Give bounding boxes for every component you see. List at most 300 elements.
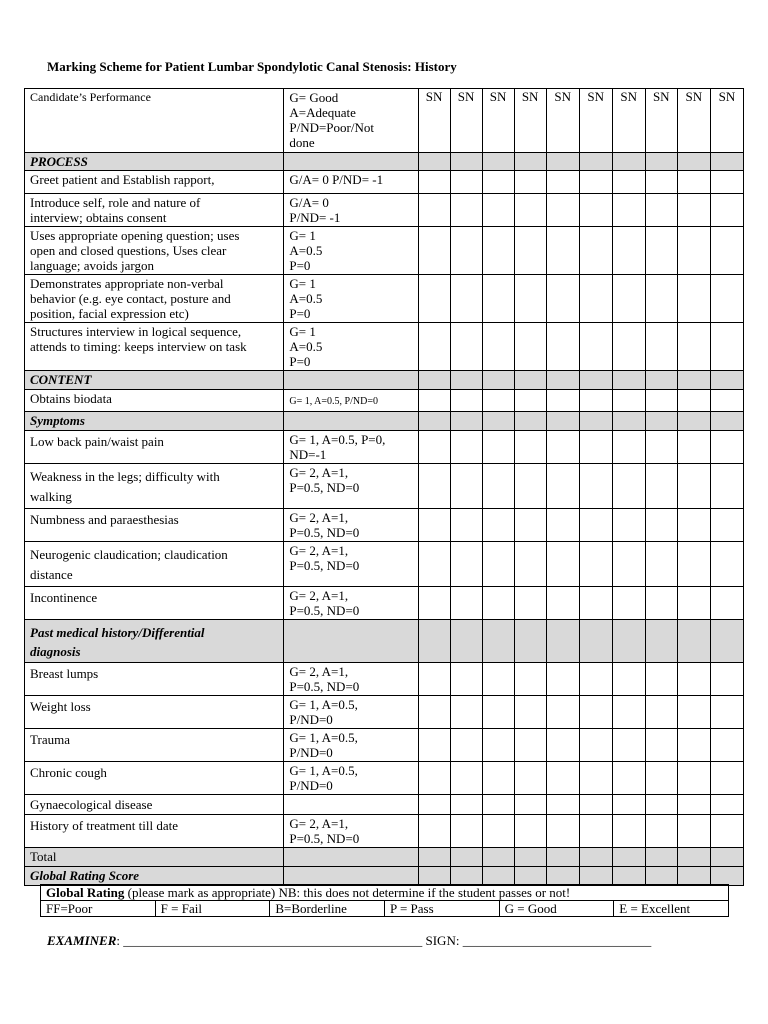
sn-score-cell[interactable] bbox=[645, 464, 677, 509]
score-line: G= 1 bbox=[289, 228, 316, 243]
sn-score-cell[interactable] bbox=[579, 431, 612, 464]
sn-score-cell[interactable] bbox=[612, 275, 645, 323]
criterion-label bbox=[25, 171, 284, 194]
sn-score-cell[interactable] bbox=[612, 795, 645, 815]
sn-score-cell[interactable] bbox=[645, 509, 677, 542]
sn-score-cell[interactable] bbox=[612, 390, 645, 412]
sn-score-cell[interactable] bbox=[645, 762, 677, 795]
rating-option[interactable]: F = Fail bbox=[155, 901, 270, 917]
sn-score-cell[interactable] bbox=[546, 275, 579, 323]
sn-score-cell[interactable] bbox=[579, 587, 612, 620]
sn-score-cell[interactable] bbox=[482, 815, 514, 848]
scoring-key-line: G= Good bbox=[289, 90, 339, 105]
score-key bbox=[284, 509, 418, 542]
sn-score-cell[interactable] bbox=[450, 663, 482, 696]
sn-score-cell bbox=[677, 153, 710, 171]
rating-option[interactable]: B=Borderline bbox=[270, 901, 385, 917]
section-row bbox=[25, 867, 744, 886]
score-line: A=0.5 bbox=[289, 291, 323, 306]
sn-score-cell[interactable] bbox=[450, 696, 482, 729]
page-title: Marking Scheme for Patient Lumbar Spondylotic Canal Stenosis: History bbox=[47, 59, 457, 74]
sn-score-cell[interactable] bbox=[418, 696, 450, 729]
sn-score-cell[interactable] bbox=[579, 323, 612, 371]
sn-score-cell[interactable] bbox=[677, 464, 710, 509]
label-line: distance bbox=[30, 567, 73, 582]
sn-score-cell bbox=[612, 867, 645, 886]
label-line: Incontinence bbox=[30, 590, 98, 605]
score-key bbox=[284, 412, 418, 431]
sn-score-cell[interactable] bbox=[450, 587, 482, 620]
sn-score-cell bbox=[450, 153, 482, 171]
sn-score-cell[interactable] bbox=[710, 171, 743, 194]
sn-score-cell[interactable] bbox=[710, 275, 743, 323]
label-line: Global Rating Score bbox=[30, 868, 140, 883]
criterion-row bbox=[25, 696, 744, 729]
sn-score-cell bbox=[546, 153, 579, 171]
score-line: P=0.5, ND=0 bbox=[289, 831, 360, 846]
sn-score-cell[interactable] bbox=[450, 227, 482, 275]
sn-score-cell[interactable] bbox=[482, 696, 514, 729]
sn-score-cell bbox=[677, 620, 710, 663]
sn-header: SN bbox=[710, 89, 743, 153]
score-key bbox=[284, 542, 418, 587]
sn-score-cell bbox=[418, 371, 450, 390]
sn-score-cell[interactable] bbox=[450, 464, 482, 509]
sn-score-cell[interactable] bbox=[677, 795, 710, 815]
label-line: Structures interview in logical sequence, bbox=[30, 324, 242, 339]
sn-score-cell[interactable] bbox=[546, 696, 579, 729]
sn-score-cell[interactable] bbox=[546, 509, 579, 542]
sn-score-cell[interactable] bbox=[418, 390, 450, 412]
sn-score-cell[interactable] bbox=[514, 815, 546, 848]
rating-option[interactable]: P = Pass bbox=[384, 901, 499, 917]
sn-score-cell[interactable] bbox=[677, 171, 710, 194]
sn-score-cell[interactable] bbox=[514, 509, 546, 542]
sn-score-cell[interactable] bbox=[418, 464, 450, 509]
score-line: P=0.5, ND=0 bbox=[289, 679, 360, 694]
label-line: interview; obtains consent bbox=[30, 210, 167, 225]
sn-score-cell[interactable] bbox=[546, 762, 579, 795]
score-key bbox=[284, 153, 418, 171]
sn-score-cell[interactable] bbox=[482, 431, 514, 464]
sn-score-cell[interactable] bbox=[645, 542, 677, 587]
sn-score-cell bbox=[450, 620, 482, 663]
sn-score-cell[interactable] bbox=[579, 663, 612, 696]
sn-score-cell[interactable] bbox=[546, 194, 579, 227]
score-line: G= 1, A=0.5, P=0, bbox=[289, 432, 386, 447]
sn-score-cell[interactable] bbox=[710, 542, 743, 587]
sn-score-cell[interactable] bbox=[579, 194, 612, 227]
label-line: language; avoids jargon bbox=[30, 258, 154, 273]
sn-score-cell[interactable] bbox=[612, 323, 645, 371]
score-key bbox=[284, 171, 418, 194]
sn-score-cell[interactable] bbox=[579, 390, 612, 412]
sn-score-cell[interactable] bbox=[450, 390, 482, 412]
sn-score-cell[interactable] bbox=[645, 848, 677, 867]
sn-score-cell bbox=[710, 371, 743, 390]
sn-score-cell[interactable] bbox=[418, 509, 450, 542]
score-line: P=0.5, ND=0 bbox=[289, 603, 360, 618]
sn-score-cell[interactable] bbox=[710, 795, 743, 815]
sn-score-cell[interactable] bbox=[677, 729, 710, 762]
sn-score-cell[interactable] bbox=[482, 848, 514, 867]
sn-score-cell[interactable] bbox=[710, 762, 743, 795]
score-line: P/ND=0 bbox=[289, 745, 333, 760]
sn-score-cell[interactable] bbox=[418, 431, 450, 464]
sn-score-cell[interactable] bbox=[546, 848, 579, 867]
score-line: P=0 bbox=[289, 354, 311, 369]
sn-score-cell[interactable] bbox=[579, 542, 612, 587]
sn-score-cell[interactable] bbox=[579, 171, 612, 194]
sn-score-cell[interactable] bbox=[645, 431, 677, 464]
sn-score-cell[interactable] bbox=[546, 729, 579, 762]
sn-score-cell[interactable] bbox=[579, 815, 612, 848]
sn-score-cell[interactable] bbox=[710, 431, 743, 464]
sn-score-cell[interactable] bbox=[579, 696, 612, 729]
sn-header: SN bbox=[645, 89, 677, 153]
score-key bbox=[284, 696, 418, 729]
sn-score-cell[interactable] bbox=[514, 227, 546, 275]
sn-score-cell[interactable] bbox=[612, 171, 645, 194]
sn-score-cell[interactable] bbox=[546, 171, 579, 194]
sn-score-cell[interactable] bbox=[482, 227, 514, 275]
sn-score-cell[interactable] bbox=[546, 464, 579, 509]
sn-score-cell[interactable] bbox=[450, 275, 482, 323]
sn-score-cell[interactable] bbox=[450, 542, 482, 587]
sn-score-cell[interactable] bbox=[514, 795, 546, 815]
criterion-row bbox=[25, 762, 744, 795]
sn-score-cell[interactable] bbox=[450, 795, 482, 815]
criterion-row bbox=[25, 663, 744, 696]
sn-score-cell[interactable] bbox=[546, 227, 579, 275]
label-line: Demonstrates appropriate non-verbal bbox=[30, 276, 224, 291]
score-line: A=0.5 bbox=[289, 243, 323, 258]
sn-score-cell[interactable] bbox=[710, 464, 743, 509]
sn-header: SN bbox=[450, 89, 482, 153]
score-line: P=0.5, ND=0 bbox=[289, 558, 360, 573]
sn-score-cell[interactable] bbox=[645, 795, 677, 815]
criterion-label bbox=[25, 848, 284, 867]
sn-score-cell[interactable] bbox=[418, 795, 450, 815]
header-performance: Candidate’s Performance bbox=[25, 89, 284, 153]
score-key bbox=[284, 275, 418, 323]
sn-score-cell[interactable] bbox=[482, 509, 514, 542]
score-key bbox=[284, 464, 418, 509]
label-line: Chronic cough bbox=[30, 765, 107, 780]
sn-score-cell[interactable] bbox=[546, 431, 579, 464]
score-line: G= 1 bbox=[289, 276, 316, 291]
sn-score-cell[interactable] bbox=[612, 696, 645, 729]
label-line: Introduce self, role and nature of bbox=[30, 195, 201, 210]
score-key bbox=[284, 663, 418, 696]
sn-score-cell bbox=[418, 867, 450, 886]
sn-score-cell[interactable] bbox=[418, 542, 450, 587]
criterion-label bbox=[25, 194, 284, 227]
label-line: Neurogenic claudication; claudication bbox=[30, 547, 228, 562]
sn-score-cell[interactable] bbox=[579, 795, 612, 815]
sn-score-cell[interactable] bbox=[418, 275, 450, 323]
sn-score-cell[interactable] bbox=[645, 663, 677, 696]
label-line: Weight loss bbox=[30, 699, 91, 714]
sn-score-cell[interactable] bbox=[645, 729, 677, 762]
sn-score-cell[interactable] bbox=[645, 696, 677, 729]
sn-score-cell[interactable] bbox=[677, 275, 710, 323]
criterion-label bbox=[25, 663, 284, 696]
sn-score-cell[interactable] bbox=[418, 729, 450, 762]
sn-score-cell[interactable] bbox=[645, 390, 677, 412]
sn-score-cell bbox=[645, 412, 677, 431]
label-line: Low back pain/waist pain bbox=[30, 434, 164, 449]
sn-score-cell[interactable] bbox=[579, 762, 612, 795]
sn-score-cell[interactable] bbox=[710, 815, 743, 848]
label-line: Past medical history/Differential bbox=[30, 625, 205, 640]
sn-score-cell[interactable] bbox=[612, 663, 645, 696]
sn-score-cell[interactable] bbox=[710, 663, 743, 696]
sn-score-cell[interactable] bbox=[482, 171, 514, 194]
label-line: Gynaecological disease bbox=[30, 797, 153, 812]
sn-score-cell[interactable] bbox=[514, 194, 546, 227]
sn-score-cell bbox=[579, 620, 612, 663]
sn-score-cell[interactable] bbox=[645, 171, 677, 194]
sn-score-cell bbox=[677, 412, 710, 431]
sn-score-cell[interactable] bbox=[710, 848, 743, 867]
sn-score-cell[interactable] bbox=[418, 663, 450, 696]
sn-score-cell[interactable] bbox=[482, 795, 514, 815]
sn-score-cell[interactable] bbox=[677, 696, 710, 729]
sn-score-cell[interactable] bbox=[482, 194, 514, 227]
sn-score-cell[interactable] bbox=[482, 464, 514, 509]
sn-score-cell[interactable] bbox=[579, 227, 612, 275]
sn-score-cell bbox=[546, 620, 579, 663]
rating-option[interactable]: G = Good bbox=[499, 901, 614, 917]
sn-score-cell[interactable] bbox=[514, 390, 546, 412]
sn-score-cell[interactable] bbox=[612, 815, 645, 848]
header-row bbox=[25, 89, 744, 153]
section-row bbox=[25, 620, 744, 663]
criterion-label bbox=[25, 323, 284, 371]
criterion-label bbox=[25, 815, 284, 848]
sn-score-cell bbox=[482, 153, 514, 171]
sn-score-cell[interactable] bbox=[677, 194, 710, 227]
sn-score-cell[interactable] bbox=[710, 696, 743, 729]
sn-score-cell[interactable] bbox=[579, 275, 612, 323]
sn-score-cell[interactable] bbox=[450, 762, 482, 795]
sn-score-cell[interactable] bbox=[482, 762, 514, 795]
sn-score-cell[interactable] bbox=[677, 848, 710, 867]
sn-score-cell[interactable] bbox=[677, 663, 710, 696]
sn-score-cell[interactable] bbox=[514, 762, 546, 795]
sn-score-cell[interactable] bbox=[677, 587, 710, 620]
sn-score-cell[interactable] bbox=[645, 323, 677, 371]
sn-score-cell bbox=[450, 867, 482, 886]
sn-score-cell[interactable] bbox=[546, 795, 579, 815]
global-rating-note: (please mark as appropriate) NB: this does not determine if the student passes or not! bbox=[124, 885, 571, 900]
score-line: G= 2, A=1, bbox=[289, 588, 349, 603]
score-key bbox=[284, 620, 418, 663]
sn-score-cell[interactable] bbox=[482, 729, 514, 762]
sn-score-cell[interactable] bbox=[612, 587, 645, 620]
sn-score-cell[interactable] bbox=[612, 194, 645, 227]
sn-score-cell[interactable] bbox=[612, 509, 645, 542]
sn-score-cell[interactable] bbox=[450, 848, 482, 867]
label-line: Symptoms bbox=[30, 413, 85, 428]
sn-score-cell[interactable] bbox=[514, 663, 546, 696]
sn-score-cell[interactable] bbox=[677, 390, 710, 412]
sn-score-cell[interactable] bbox=[418, 171, 450, 194]
sn-score-cell[interactable] bbox=[612, 464, 645, 509]
criterion-row bbox=[25, 587, 744, 620]
score-line: P/ND= -1 bbox=[289, 210, 341, 225]
section-row bbox=[25, 412, 744, 431]
sn-score-cell[interactable] bbox=[579, 729, 612, 762]
sn-score-cell[interactable] bbox=[710, 323, 743, 371]
global-rating-table bbox=[40, 884, 729, 917]
sn-score-cell[interactable] bbox=[710, 227, 743, 275]
score-line: P=0 bbox=[289, 306, 311, 321]
sn-score-cell[interactable] bbox=[677, 542, 710, 587]
criterion-label bbox=[25, 587, 284, 620]
sn-score-cell bbox=[612, 412, 645, 431]
sn-score-cell bbox=[579, 153, 612, 171]
rating-option[interactable]: E = Excellent bbox=[614, 901, 729, 917]
label-line: CONTENT bbox=[30, 372, 92, 387]
sn-score-cell[interactable] bbox=[612, 729, 645, 762]
sn-score-cell[interactable] bbox=[514, 275, 546, 323]
sn-score-cell bbox=[546, 412, 579, 431]
section-row bbox=[25, 371, 744, 390]
sn-score-cell[interactable] bbox=[514, 323, 546, 371]
sn-score-cell[interactable] bbox=[710, 509, 743, 542]
section-heading bbox=[25, 412, 284, 431]
sn-score-cell[interactable] bbox=[482, 390, 514, 412]
sn-score-cell[interactable] bbox=[514, 729, 546, 762]
sn-score-cell[interactable] bbox=[546, 587, 579, 620]
sn-score-cell[interactable] bbox=[645, 815, 677, 848]
sn-score-cell[interactable] bbox=[514, 696, 546, 729]
sn-score-cell[interactable] bbox=[482, 542, 514, 587]
sn-score-cell[interactable] bbox=[546, 815, 579, 848]
sn-score-cell[interactable] bbox=[546, 663, 579, 696]
sn-score-cell[interactable] bbox=[514, 171, 546, 194]
sn-score-cell bbox=[645, 371, 677, 390]
sign-line[interactable]: _____________________________ bbox=[462, 933, 652, 948]
score-key bbox=[284, 848, 418, 867]
sn-score-cell[interactable] bbox=[450, 171, 482, 194]
sn-score-cell[interactable] bbox=[418, 227, 450, 275]
sn-score-cell bbox=[645, 620, 677, 663]
criterion-label bbox=[25, 431, 284, 464]
sn-score-cell bbox=[418, 412, 450, 431]
sn-score-cell[interactable] bbox=[482, 587, 514, 620]
criterion-row bbox=[25, 542, 744, 587]
sn-score-cell[interactable] bbox=[645, 227, 677, 275]
sn-header: SN bbox=[482, 89, 514, 153]
sn-score-cell[interactable] bbox=[612, 227, 645, 275]
sn-score-cell[interactable] bbox=[612, 848, 645, 867]
sn-score-cell[interactable] bbox=[482, 275, 514, 323]
sn-score-cell[interactable] bbox=[418, 587, 450, 620]
label-line: diagnosis bbox=[30, 644, 81, 659]
sn-score-cell[interactable] bbox=[418, 815, 450, 848]
criterion-row bbox=[25, 171, 744, 194]
sn-score-cell[interactable] bbox=[710, 729, 743, 762]
sn-score-cell[interactable] bbox=[612, 431, 645, 464]
sn-score-cell[interactable] bbox=[514, 431, 546, 464]
sn-score-cell[interactable] bbox=[514, 587, 546, 620]
sn-score-cell[interactable] bbox=[418, 323, 450, 371]
sn-score-cell bbox=[612, 153, 645, 171]
sn-score-cell[interactable] bbox=[482, 663, 514, 696]
sn-score-cell[interactable] bbox=[418, 762, 450, 795]
score-line: G= 2, A=1, bbox=[289, 510, 349, 525]
sn-header: SN bbox=[418, 89, 450, 153]
sn-score-cell[interactable] bbox=[612, 542, 645, 587]
sn-score-cell[interactable] bbox=[677, 509, 710, 542]
sn-score-cell[interactable] bbox=[677, 227, 710, 275]
sn-score-cell[interactable] bbox=[450, 729, 482, 762]
sn-score-cell[interactable] bbox=[645, 587, 677, 620]
sn-score-cell[interactable] bbox=[645, 194, 677, 227]
criterion-row bbox=[25, 227, 744, 275]
sn-score-cell[interactable] bbox=[579, 464, 612, 509]
sn-score-cell[interactable] bbox=[514, 848, 546, 867]
label-line: behavior (e.g. eye contact, posture and bbox=[30, 291, 231, 306]
sn-score-cell[interactable] bbox=[710, 587, 743, 620]
sn-score-cell bbox=[546, 867, 579, 886]
sn-score-cell[interactable] bbox=[677, 431, 710, 464]
sn-score-cell bbox=[710, 412, 743, 431]
sn-score-cell[interactable] bbox=[450, 509, 482, 542]
sn-score-cell[interactable] bbox=[612, 762, 645, 795]
criterion-row bbox=[25, 464, 744, 509]
sn-score-cell bbox=[645, 153, 677, 171]
sn-score-cell[interactable] bbox=[579, 848, 612, 867]
sn-score-cell[interactable] bbox=[677, 323, 710, 371]
sn-score-cell[interactable] bbox=[450, 431, 482, 464]
sn-score-cell[interactable] bbox=[546, 542, 579, 587]
sn-score-cell[interactable] bbox=[418, 848, 450, 867]
sn-score-cell bbox=[482, 620, 514, 663]
score-line: G= 1, A=0.5, bbox=[289, 763, 358, 778]
sn-score-cell[interactable] bbox=[514, 542, 546, 587]
sn-score-cell[interactable] bbox=[579, 509, 612, 542]
sn-score-cell[interactable] bbox=[546, 323, 579, 371]
criterion-row bbox=[25, 194, 744, 227]
scoring-key-line: P/ND=Poor/Not bbox=[289, 120, 374, 135]
sn-score-cell[interactable] bbox=[677, 815, 710, 848]
examiner-signature-line[interactable]: ______________________________________________ bbox=[123, 933, 423, 948]
label-line: Breast lumps bbox=[30, 666, 99, 681]
sn-score-cell[interactable] bbox=[645, 275, 677, 323]
sn-score-cell[interactable] bbox=[514, 464, 546, 509]
sn-score-cell[interactable] bbox=[418, 194, 450, 227]
sn-score-cell[interactable] bbox=[450, 815, 482, 848]
sn-score-cell[interactable] bbox=[546, 390, 579, 412]
score-key bbox=[284, 587, 418, 620]
sn-score-cell[interactable] bbox=[710, 194, 743, 227]
sn-score-cell[interactable] bbox=[677, 762, 710, 795]
criterion-row bbox=[25, 390, 744, 412]
scoring-key-line: A=Adequate bbox=[289, 105, 356, 120]
sn-score-cell[interactable] bbox=[482, 323, 514, 371]
sn-score-cell[interactable] bbox=[450, 323, 482, 371]
sn-score-cell[interactable] bbox=[450, 194, 482, 227]
rating-option[interactable]: FF=Poor bbox=[41, 901, 156, 917]
score-key bbox=[284, 390, 418, 412]
label-line: attends to timing: keeps interview on task bbox=[30, 339, 247, 354]
sn-score-cell[interactable] bbox=[710, 390, 743, 412]
sn-score-cell bbox=[612, 620, 645, 663]
